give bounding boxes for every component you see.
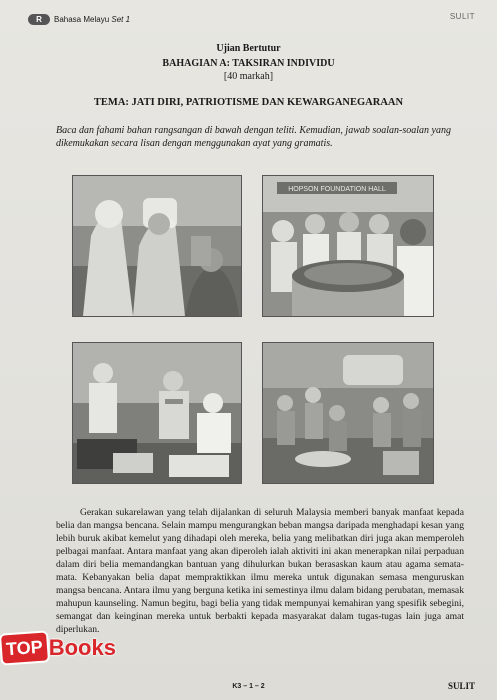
running-header xyxy=(28,14,130,25)
instruction-text: Baca dan fahami bahan rangsangan di bawah dengan teliti. Kemudian, jawab soalan-soalan yang dikemukakan secara lisan dengan menggunakan ayat yang gramatis. xyxy=(56,125,451,149)
passage xyxy=(56,506,464,636)
page-code: K3 – 1 – 2 xyxy=(232,683,265,690)
sulit-top-label: SULIT xyxy=(449,12,475,21)
volunteers-cleaning-photo xyxy=(72,342,242,484)
sulit-footer-label: SULIT xyxy=(447,681,475,691)
volunteers-ppe-photo xyxy=(72,175,242,317)
book-title: Bahasa Melayu xyxy=(54,15,110,24)
topbooks-watermark xyxy=(2,634,116,662)
publisher-logo-icon: R xyxy=(28,14,50,25)
volunteers-cooking-photo xyxy=(262,175,434,317)
watermark-top: TOP xyxy=(1,632,48,663)
marks-label: [40 markah] xyxy=(223,71,274,82)
set-label: Set 1 xyxy=(111,15,131,24)
exam-title: Ujian Bertutur xyxy=(216,43,281,54)
section-heading: BAHAGIAN A: TAKSIRAN INDIVIDU xyxy=(162,58,335,69)
theme-heading: TEMA: JATI DIRI, PATRIOTISME DAN KEWARGANEGARAAN xyxy=(93,97,404,108)
banner-text: HOPSON FOUNDATION HALL xyxy=(288,186,386,193)
flood-relief-photo xyxy=(262,342,434,484)
watermark-books: Books xyxy=(48,635,116,660)
passage-paragraph: Gerakan sukarelawan yang telah dijalankan di seluruh Malaysia memberi banyak manfaat kepada belia dan mangsa bencana. Selain mampu mengurangkan beban mangsa daripada menghadapi kesan yang lebih buruk akibat kemelut yang dihadapi oleh mereka, belia yang melibatkan diri juga akan memperoleh pelbagai manfaat. Antara manfaat yang akan diperoleh ialah aktiviti ini akan menerapkan nilai perpaduan dalam diri belia memandangkan bantuan yang dihulurkan bukan berasaskan kaum atau agama semata-mata. Kebanyakan belia dapat mempraktikkan ilmu mereka untuk digunakan semasa menguruskan mangsa bencana. Antara ilmu yang berguna ketika ini semestinya ilmu dalam bidang perubatan, memasak mahupun kaunseling. Namun begitu, bagi belia yang tidak mempunyai kemahiran yang spesifik sebegini, semangat dan keinginan mereka untuk berbakti kepada masyarakat dalam tugas-tugas lain juga amat diperlukan. xyxy=(56,507,464,635)
